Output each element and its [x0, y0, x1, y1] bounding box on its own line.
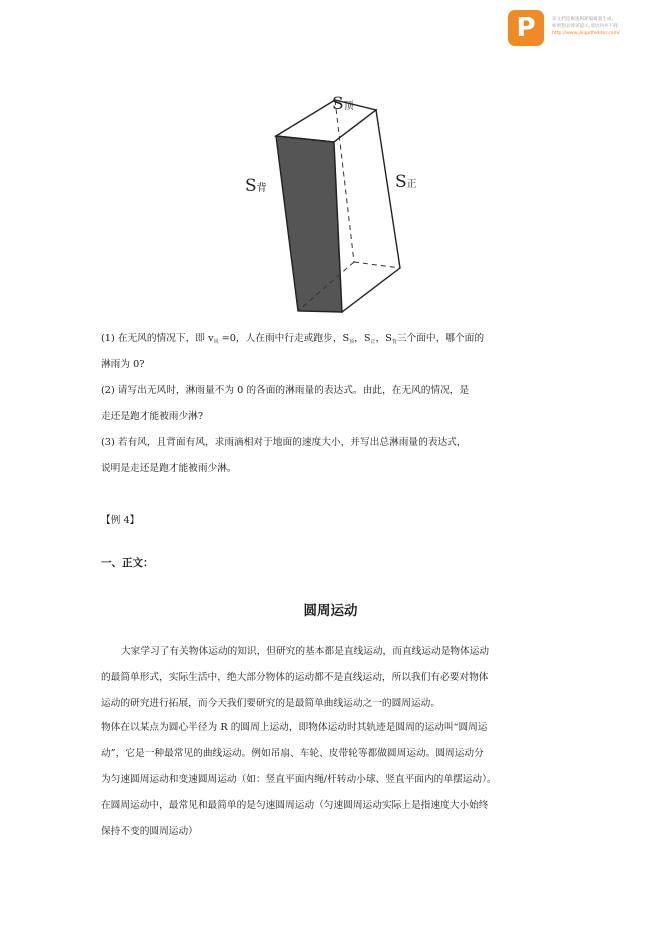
label-back-s: S	[245, 176, 257, 196]
question-2-line-2: 走还是跑才能被雨少淋?	[101, 411, 204, 422]
label-front-sub: 正	[406, 179, 417, 190]
q1-sub-wind: 风	[213, 339, 219, 345]
paragraph-2-line-5: 保持不变的圆周运动）	[101, 826, 198, 837]
q1-text-e: 三个面中，哪个面的	[396, 333, 485, 344]
paragraph-1-line-3: 运动的研究进行拓展，而今天我们要研究的是最简单曲线运动之一的圆周运动。	[101, 698, 441, 709]
label-front-face	[395, 172, 417, 192]
q1-text-a: (1) 在无风的情况下，即 v	[101, 333, 214, 344]
q1-text-b: =0，人在雨中行走或跑步，S	[218, 333, 350, 344]
watermark-text	[552, 16, 661, 37]
paragraph-2-line-2: 动”，它是一种最常见的曲线运动。例如吊扇、车轮、皮带轮等都做圆周运动。圆周运动分	[101, 748, 484, 759]
article-title: 圆周运动	[303, 603, 358, 619]
pdf-editor-watermark	[508, 10, 658, 54]
pdf-logo-letter: P	[516, 13, 536, 43]
q1-text-c: ，S	[354, 333, 371, 344]
question-1-line-2: 淋雨为 0?	[101, 359, 145, 370]
q1-sub-front: 正	[370, 339, 376, 345]
question-3-line-1: (3) 若有风，且背面有风，求雨滴相对于地面的速度大小，并写出总淋雨量的表达式，	[101, 437, 467, 448]
section-heading: 一、正文：	[101, 557, 154, 569]
q1-sub-back: 背	[391, 339, 397, 345]
label-front-s: S	[395, 172, 407, 192]
label-top-s: S	[332, 94, 344, 114]
label-top-sub: 顶	[343, 101, 354, 112]
question-2-line-1: (2) 请写出无风时，淋雨量不为 0 的各面的淋雨量的表达式。由此，在无风的情况，是	[101, 385, 470, 396]
example-label: 【例 4】	[101, 515, 140, 526]
watermark-url[interactable]: http://www.jisupdfeditor.com/	[552, 31, 620, 36]
label-back-face	[245, 176, 267, 196]
box-diagram	[240, 92, 440, 317]
rain-box-figure	[240, 92, 440, 317]
q1-sub-top: 顶	[349, 339, 355, 345]
question-3-line-2: 说明是走还是跑才能被雨少淋。	[101, 463, 237, 474]
pdf-logo-icon	[508, 10, 544, 46]
watermark-line-1: 该文档是极速PDF编辑器生成,	[552, 17, 613, 22]
q1-text-d: ，S	[375, 333, 392, 344]
label-back-sub: 背	[256, 183, 267, 194]
paragraph-1-line-2: 的最简单形式，实际生活中，绝大部分物体的运动都不是直线运动，所以我们有必要对物体	[101, 672, 489, 683]
paragraph-1-line-1: 大家学习了有关物体运动的知识，但研究的基本都是直线运动，而直线运动是物体运动	[121, 646, 490, 657]
question-1-line-1	[101, 332, 484, 349]
paragraph-2-line-3: 为匀速圆周运动和变速圆周运动（如：竖直平面内绳/杆转动小球、竖直平面内的单摆运动）。	[101, 774, 497, 785]
paragraph-2-line-1: 物体在以某点为圆心半径为 R 的圆周上运动，即物体运动时其轨迹是圆周的运动叫“圆周运	[101, 722, 488, 733]
label-top-face	[332, 94, 354, 114]
paragraph-2-line-4: 在圆周运动中，最常见和最简单的是匀速圆周运动（匀速圆周运动实际上是指速度大小始终	[101, 800, 489, 811]
watermark-line-2: 如果想去掉该提示,请访问并下载:	[552, 24, 620, 29]
